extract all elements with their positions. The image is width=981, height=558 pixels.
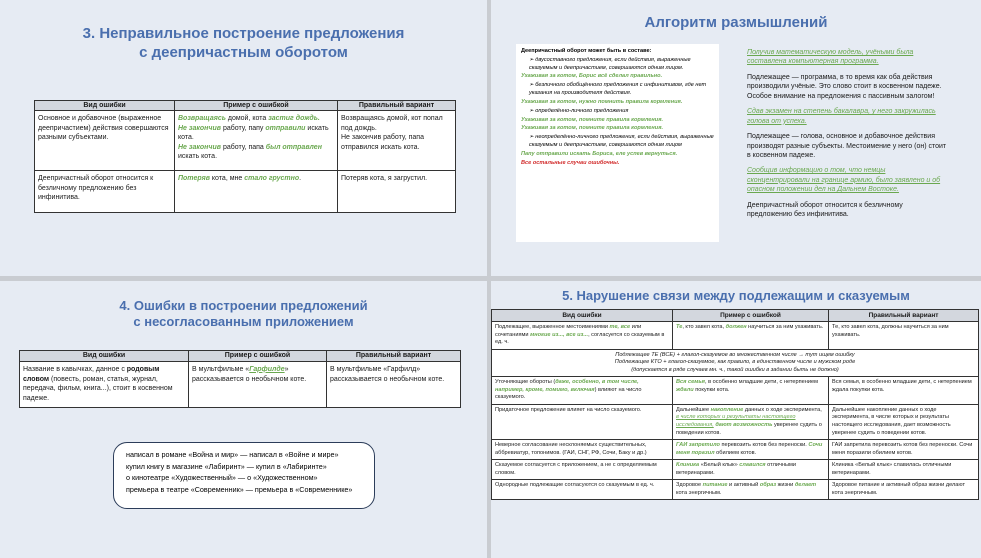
emphasis: в числе которых и результаты настоящего исследования, <box>676 414 796 429</box>
text: кота энергичным. <box>676 489 722 496</box>
table-header-row <box>35 101 456 111</box>
table-row <box>492 460 979 480</box>
table-cell <box>20 361 189 407</box>
text: Название в кавычках, данное с <box>23 365 127 373</box>
header-cell: Правильный вариант <box>829 310 979 322</box>
table-cell <box>673 404 829 439</box>
text: работу, папа <box>221 143 266 151</box>
table-cell <box>492 377 673 405</box>
rule-line: Подлежащее ТЕ (ВСЕ) + глагол-сказуемое во множественном числе → тут ищем ошибку <box>615 351 855 358</box>
table-cell <box>673 322 829 350</box>
text: Уточняющие обороты ( <box>495 379 556 386</box>
example: Ухаживая за котом, Борис всё сделал правильно. <box>521 73 663 80</box>
text: кота, мне <box>209 175 245 183</box>
text: двусоставного предложения, если действия, выраженные сказуемым и деепричастием, совершаются одним лицом. <box>529 56 691 71</box>
text: жизни <box>776 482 795 489</box>
error-word: Сочи меня поразил <box>676 442 823 456</box>
text: , кто завел кота, <box>682 324 726 330</box>
text: искать кота. <box>178 124 329 142</box>
header-cell: Правильный вариант <box>327 351 461 362</box>
table-cell <box>673 480 829 500</box>
table-cell: Здоровое питание и активный образ жизни делают кота энергичным. <box>829 480 979 500</box>
text: Здоровое <box>676 482 703 489</box>
table-cell <box>673 377 829 405</box>
error-word: ГАИ запретило <box>676 442 720 449</box>
text: Дальнейшее <box>676 406 711 413</box>
text: » рассказывается о необычном коте. <box>192 365 307 383</box>
list-item: ➢ определённо-личного предложения <box>529 107 629 114</box>
table-cell: Вся семья, в особенно младшие дети, с нетерпением ждала покупки кота. <box>829 377 979 405</box>
table-cell: Неверное согласование несклоняемых существительных, аббревиатур, топонимов. (ГАИ, СНГ, РФ, Сочи, Баку и др.) <box>492 440 673 460</box>
table-cell <box>492 322 673 350</box>
list-item: ➢ неопределённо-личного предложения, если действия, выраженные сказуемым и деепричастием, совершаются одним лицом <box>529 134 714 149</box>
table-cell <box>673 460 829 480</box>
table-row <box>492 404 979 439</box>
error-word: стало грустно <box>244 175 300 183</box>
table-cell <box>338 111 456 171</box>
example-line: купил книгу в магазине «Лабиринт» — купил в «Лабиринте» <box>126 461 327 471</box>
error-word: должен <box>725 324 747 330</box>
slide-4-title <box>0 298 487 331</box>
text: данных о ходе эксперимента, <box>743 406 822 413</box>
header-cell: Вид ошибки <box>35 101 175 111</box>
text: В мультфильме « <box>192 365 250 373</box>
header-cell: Пример с ошибкой <box>175 101 338 111</box>
table-row <box>492 440 979 460</box>
error-word: застиг дождь. <box>268 115 320 123</box>
text: (повесть, роман, статья, журнал, передача, фильм, книга...), стоит в косвенном падеже. <box>23 375 173 403</box>
error-word: Вся семья <box>676 379 705 386</box>
table-cell <box>673 440 829 460</box>
slide-5[interactable] <box>491 281 981 558</box>
slide-3[interactable] <box>0 0 487 276</box>
slide-3-title <box>0 25 487 63</box>
text: и активный <box>727 482 760 489</box>
example-sentence: Сдав экзамен на степень бакалавра, у него закружилась голова от успеха. <box>747 108 936 125</box>
emphasis: те, все <box>609 324 631 330</box>
example-sentence: Получив математическую модель, учёными была составлена компьютерная программа. <box>747 49 914 66</box>
header-cell: Вид ошибки <box>492 310 673 322</box>
error-word: ждали <box>676 386 694 393</box>
example-line: написал в романе «Война и мир» — написал в «Войне и мире» <box>126 450 339 459</box>
table-cell: Дальнейшее накопление данных о ходе эксперимента, в числе которых и результаты настоящего исследования, дает возможность уверенее судить о поведении котов. <box>829 404 979 439</box>
warning-text: Все остальные случаи ошибочны. <box>521 159 620 166</box>
slide-4-title-line2: с несогласованным приложением <box>133 314 354 330</box>
table-row <box>492 480 979 500</box>
table-cell: ГАИ запретила перевозить котов без переноски. Сочи меня поразили обилием котов. <box>829 440 979 460</box>
algorithm-intro: Деепричастный оборот может быть в составе: <box>521 48 652 54</box>
error-word: образ <box>759 482 777 489</box>
error-word: был отправлен <box>265 143 322 151</box>
example-sentence: Сообщив информацию о том, что немцы сконцентрировали на границе армию, было заявлено и об опасном положении дел на Дальнем Востоке. <box>747 167 941 194</box>
list-item: ➢ двусоставного предложения, если действия, выраженные сказуемым и деепричастием, совершаются одним лицом. <box>529 56 691 71</box>
text: неопределённо-личного предложения, если действия, выраженные сказуемым и деепричастием, совершаются одним лицом <box>529 134 714 149</box>
header-cell: Вид ошибки <box>20 351 189 362</box>
algorithm-notes <box>747 48 947 226</box>
error-word: Потеряв <box>178 175 210 183</box>
table-cell <box>175 111 338 171</box>
text: Подлежащее, выраженное местоимениями <box>495 324 610 330</box>
slide-3-title-line2: с деепричастным оборотом <box>139 43 348 61</box>
example: Ухаживая за котом, помните правила кормления. <box>521 116 664 123</box>
table-row <box>492 322 979 350</box>
list-item: ➢ безличного обобщённого предложения с инфинитивом, где нет указания на производителя действия. <box>529 82 707 97</box>
table-row <box>20 361 461 407</box>
explanation: Подлежащее — голова, основное и добавочное действия производят разные субъекты. Местоимение у него (он) стоит в косвенном падеже. <box>747 133 947 159</box>
emphasis: даже, особенно, в том числе, например, кроме, помимо, включая <box>495 379 639 393</box>
text: определённо-личного предложения <box>535 107 629 114</box>
error-word: дают возможность <box>715 422 773 429</box>
error-word: Клиника <box>676 462 700 469</box>
error-word: Не закончив <box>178 124 221 132</box>
table-cell: Потеряв кота, я загрустил. <box>338 171 456 213</box>
slide-4-title-line1: 4. Ошибки в построении предложений <box>119 298 368 313</box>
text: , в особенно младшие дети, с нетерпением <box>704 379 818 386</box>
text: отличными ветеринарами. <box>676 462 796 476</box>
text: безличного обобщённого предложения с инфинитивом, где нет указания на производителя действия. <box>529 82 707 97</box>
table-row <box>492 377 979 405</box>
header-cell: Пример с ошибкой <box>673 310 829 322</box>
table-row <box>492 349 979 377</box>
table-row <box>35 111 456 171</box>
slide-5-title: 5. Нарушение связи между подлежащим и сказуемым <box>562 288 910 303</box>
example: Ухаживая за котом, помните правила кормления. <box>521 125 664 132</box>
text: , согласуется со сказуемым в ед. ч. <box>495 331 665 346</box>
slide-algorithm[interactable] <box>491 0 981 276</box>
error-word: Гарфилде <box>249 365 285 373</box>
slide-4[interactable] <box>0 281 487 558</box>
rule-line: Подлежащее КТО + глагол-сказуемое, как правило, в единственном числе и мужском роде <box>614 359 856 366</box>
text: покупки кота. <box>693 386 730 393</box>
table-cell: В мультфильме «Гарфилд» рассказывается о необычном коте. <box>327 361 461 407</box>
table-cell: Деепричастный оборот относится к безличному предложению без инфинитива. <box>35 171 175 213</box>
table-cell: Те, кто завел кота, должны научиться за ним ухаживать. <box>829 322 979 350</box>
slide-4-table <box>19 350 461 408</box>
table-cell: Потеряв кота, мне стало грустно. <box>175 171 338 213</box>
text: Возвращаясь домой, кот попал под дождь. <box>341 115 443 132</box>
error-word: делает <box>794 482 817 489</box>
rule-line: (допускается в ряде случаев мн. ч., такой ошибки в задании быть не должно) <box>631 366 839 373</box>
text: работу, папу <box>221 124 266 132</box>
error-word: накопление <box>710 406 744 413</box>
text: уверенее судить о поведении котов. <box>676 422 822 436</box>
text: обилием котов. <box>714 449 757 456</box>
table-cell <box>492 349 979 377</box>
header-cell: Правильный вариант <box>338 101 456 111</box>
table-cell: Клиника «Белый клык» славилась отличными ветеринарами. <box>829 460 979 480</box>
text: перевозить котов без переноски. <box>719 442 809 449</box>
slide-algorithm-title: Алгоритм размышлений <box>644 14 828 31</box>
table-cell: Сказуемое согласуется с приложением, а не с определяемым словом. <box>492 460 673 480</box>
table-cell: Придаточное предложение влияет на число сказуемого. <box>492 404 673 439</box>
error-word: отправили <box>265 124 306 132</box>
emphasis: многие из..., все из... <box>530 331 589 338</box>
emphasis: родовым словом <box>23 365 160 383</box>
example-line: премьера в театре «Современник» — премьера в «Современнике» <box>126 484 353 494</box>
slide-3-table <box>34 100 456 213</box>
table-cell: Однородные подлежащие согласуются со сказуемым в ед. ч. <box>492 480 673 500</box>
example-line: о кинотеатре «Художественный» — о «Художественном» <box>126 473 318 483</box>
explanation: Подлежащее — программа, в то время как оба действия производили учёные. Это слово стоит в косвенном падеже. Особое внимание на предложения с пассивным залогом! <box>747 73 942 100</box>
table-row <box>35 171 456 213</box>
text: ) влияют на число сказуемого. <box>495 386 642 401</box>
examples-box <box>113 442 375 509</box>
table-cell: Основное и добавочное (выраженное деепричастием) действия совершаются разными субъектами. <box>35 111 175 171</box>
text: научиться за ним ухаживать. <box>746 324 824 330</box>
text: «Белый клык» <box>699 462 740 469</box>
text: или сочетаниями <box>495 324 642 338</box>
example: Ухаживая за котом, нужно помнить правила кормления. <box>521 98 683 105</box>
table-header-row <box>20 351 461 362</box>
error-word: Те <box>676 324 683 330</box>
slide-3-title-line1: 3. Неправильное построение предложения <box>82 25 405 42</box>
error-word: питание <box>702 482 728 489</box>
header-cell: Пример с ошибкой <box>189 351 327 362</box>
error-word: славился <box>739 462 766 469</box>
text: домой, кота <box>225 115 269 123</box>
text: Не закончив работу, папа отправился искать кота. <box>341 134 424 151</box>
text: искать кота. <box>178 153 218 161</box>
explanation: Деепричастный оборот относится к безличному предложению без инфинитива. <box>747 201 903 219</box>
example: Папу отправили искать Бориса, еле успев вернуться. <box>521 150 678 157</box>
error-word: Возвращаясь <box>178 115 226 123</box>
algorithm-box <box>516 44 719 242</box>
error-word: Не закончив <box>178 143 221 151</box>
table-header-row <box>492 310 979 322</box>
slide-5-table <box>491 309 979 500</box>
table-cell <box>189 361 327 407</box>
